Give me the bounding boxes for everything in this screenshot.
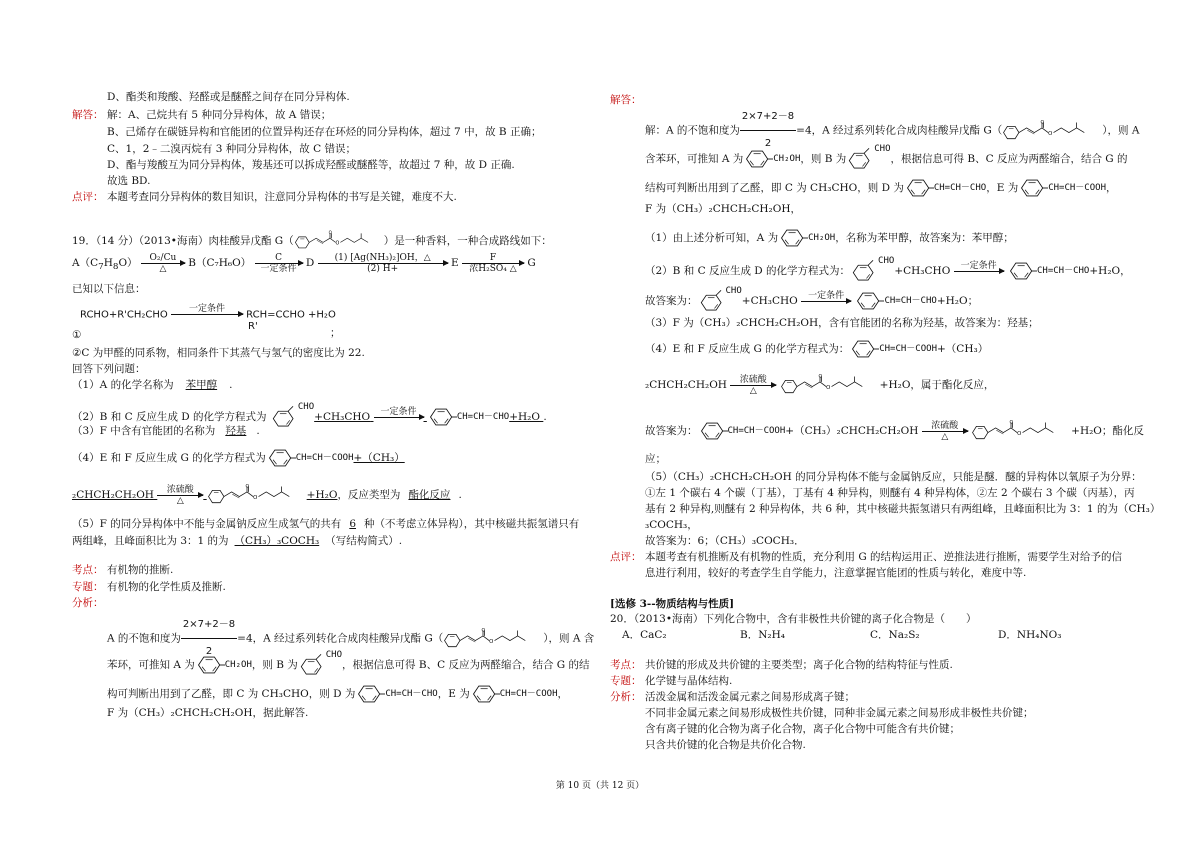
r1-text-2: =4，A 经过系列转化合成肉桂酸异戊酯 G（ [796,124,1003,137]
ch2oh-label: CH₂OH [224,660,252,670]
p2-arrow-top: 一定条件 [380,406,417,417]
q19-text-2: ）是一种香料，一种合成路线如下： [383,235,552,247]
comment-label: 点评： [610,551,642,563]
chain-label: CH=CH－CHO [933,183,987,193]
r7-text: 故答案为： [645,295,698,307]
benzaldehyde [698,288,742,314]
sol-line-4: F 为（CH₃）₂CHCH₂CH₂OH， [645,203,801,215]
chain-label: CH=CH－CHO [884,296,937,306]
cho-label: CHO [297,402,315,412]
p2-mid: +CH₃CHO [314,411,371,423]
sol-line-2 [645,146,1128,172]
route-g: G [527,257,536,269]
text-line: 解：A、己烷共有 5 种同分异构体，故 A 错误； [107,109,332,121]
benzene-ring-icon [743,149,773,169]
ester-structure-icon [207,484,307,506]
page-footer: 第 10 页（共 12 页） [555,781,645,791]
fenxi-label: 分析： [72,597,104,609]
r6-arrow [954,261,1004,282]
p5-answer: 6 [349,518,356,530]
p4-answer: 酯化反应 [408,489,451,501]
section-title: [选修 3--物质结构与性质] [610,598,735,610]
arrow-4-top: F [489,252,497,263]
p1-end: . [229,379,233,391]
analysis-line-3: 含有离子键的化合物为离子化合物，离子化合物中可能含有共价键； [645,723,960,735]
benzyl-alcohol [195,652,252,678]
route-a-h: H [103,257,113,269]
benzene-ring-icon [427,407,457,427]
r11-arrow: 浓硫酸 △ [922,421,968,442]
r6-arrow-top: 一定条件 [960,260,997,271]
f1-text-3: ），则 A 含 [543,632,595,645]
arrow-3 [318,253,448,274]
ch2oh-label: CH₂OH [808,233,836,243]
r5-text: （1）由上述分析可知，A 为 [645,232,779,244]
arrow-3-top: (1) [Ag(NH₃)₂]OH，△ [334,252,431,263]
text-line: B、己烯存在碳链异构和官能团的位置异构还存在环烃的同分异构体，超过 7 中，故 B 正确； [107,126,542,138]
benzaldehyde [270,404,314,430]
ester-structure-icon [443,628,543,650]
p1-answer: 苯甲醇 [185,379,218,391]
benzaldehyde [298,652,342,678]
benzene-ring-icon [778,228,808,248]
arrow-2-top: C [275,252,282,263]
sol-line-11 [645,418,1144,444]
zhuanti-label: 专题： [610,675,642,687]
cho-label: CHO [325,650,343,660]
p4-type: ，反应类型为 [337,489,401,501]
sol-line-12: 应； [645,453,666,465]
text-line: D、酯类和羧酸、羟醛或是醚醛之间存在同分异构体. [107,91,350,103]
question-20: 20．（2013•海南）下列化合物中，含有非极性共价键的离子化合物是（ ） [610,613,977,625]
chain-label: CH=CH－CHO [1037,266,1090,276]
r11-text: 故答案为： [645,425,698,437]
benzene-ring-icon [470,684,500,704]
benzene-ring-icon [298,652,326,678]
arrow-1-top: O₂/Cu [149,252,177,263]
comment-line-1: 本题考查有机推断及有机物的性质，充分利用 G 的结构运用正、逆推法进行推断，需要学生对给予的信 [645,551,1123,563]
ester-structure-icon [780,374,880,396]
cinnamaldehyde [355,682,437,706]
f2-text-3: ，根据信息可得 B、C 反应为两醛缩合，结合 G 的结 [342,659,590,671]
synthesis-route: $A(C_7H_8O)$ O₂/Cu △ B（C₇H₆O） C 一定条件 D $\frac{\text{(1) [Ag(NH₃)₂]OH，△}}{(2) H+}$ E F 浓H₂SO₄ △ G [72,252,536,274]
arrow-2 [255,253,303,274]
benzene-ring-icon [698,421,728,441]
chain-acid-label: CH=CH－COOH [499,689,558,699]
r2-text-2: ，则 B 为 [800,153,847,165]
known-semicolon: ； [330,327,341,339]
arrow-1 [141,253,185,274]
zhuanti-text: 有机物的化学性质及推断. [107,581,226,593]
chain-acid-label: CH=CH－COOH [1048,183,1106,193]
zhuanti-text: 化学键与晶体结构. [645,675,733,687]
ester-structure-icon [971,420,1071,442]
p5-text-3: 两组峰，且峰面积比为 3：1 的为 [72,535,229,547]
part-4-cont: ₂CHCH₂CH₂OH 浓硫酸 △ +H₂O，反应类型为 酯化反应 . [72,484,462,506]
cinnamic-acid [849,338,937,360]
fraction-den: 2 [205,646,213,657]
r10-arrow: 浓硫酸 △ [730,375,776,396]
part-5 [72,517,579,531]
benzene-ring-icon [270,404,298,430]
part-5-cont [72,534,402,548]
r6-end: +H₂O， [1089,265,1131,277]
chain-label: CH=CH－CHO [385,689,438,699]
r11-arrow-top: 浓硫酸 [931,420,959,431]
benzene-ring-icon [266,448,296,468]
route-e: E [450,257,459,269]
analysis-line-3: 构可判断出用到了乙醛，即 C 为 CH₃CHO，则 D 为 CH=CH－CHO ，E 为 CH=CH－COOH ， [107,682,568,706]
benzene-ring-icon [355,684,385,704]
r9-mid: +（CH₃） [937,343,989,355]
benzene-ring-icon [850,258,878,284]
p4-text: （4）E 和 F 反应生成 G 的化学方程式为 [72,452,266,464]
route-a: A（C [72,257,99,269]
cinnamic-acid [698,418,786,444]
arrow-4 [462,253,524,274]
cinnamaldehyde [1007,258,1089,284]
r10-text: ₂CHCH₂CH₂OH [645,379,727,391]
q19-text: 19．（14 分）（2013•海南）肉桂酸异戊酯 G（ [72,235,294,247]
known-arrow [171,304,243,325]
sol-line-13: （5）（CH₃）₂CHCH₂CH₂OH 的同分异构体不能与金属钠反应，只能是醚．醚的异构体以氧原子为分界： [645,471,1142,483]
fenxi-label: 分析： [610,691,642,703]
fraction-num: 2×7+2－8 [740,104,796,131]
sol-line-17: 故答案为：6；（CH₃）₃COCH₃． [645,535,805,547]
sol-line-3: 结构可判断出用到了乙醛，即 C 为 CH₃CHO，则 D 为 CH=CH－CHO ，E 为 CH=CH－COOH ， [645,176,1117,200]
p3-text: （3）F 中含有官能团的名称为 [72,425,216,437]
arrow-4-bottom: 浓H₂SO₄ △ [469,263,517,274]
benzyl-alcohol [778,226,835,250]
known-info: 已知以下信息： [72,283,146,295]
analysis-line-4: 只含共价键的化合物是共价化合物. [645,739,806,751]
known-2: ②C 为甲醛的同系物，相同条件下其蒸气与氢气的密度比为 22. [72,347,365,359]
sol-line-8: （3）F 为（CH₃）₂CHCH₂CH₂OH，含有官能团的名称为羟基，故答案为：羟基； [645,317,1039,329]
route-b: B（C₇H₆O） [188,257,252,269]
r9-text: （4）E 和 F 反应生成 G 的化学方程式为： [645,343,850,355]
r2-text: 含苯环，可推知 A 为 [645,153,744,165]
part-3: （3）F 中含有官能团的名称为 羟基 . [72,425,260,437]
benzene-ring-icon [1018,178,1048,198]
benzene-ring-icon [849,339,879,359]
zhuanti-label: 专题： [72,581,104,593]
sol-line-14: ①左 1 个碳右 4 个碳（丁基），丁基有 4 种异构，则醚有 4 种异构体，②左 2 个碳右 3 个碳（丙基），丙 [645,487,1135,499]
p4-arrow-top: 浓硫酸 [166,484,194,495]
option-c: C．Na₂S₂ [870,629,920,641]
r7-arrow-top: 一定条件 [808,290,845,301]
ester-structure-icon [1002,120,1102,142]
r5-text-2: ，名称为苯甲醇，故答案为：苯甲醇； [835,232,1014,244]
part-1 [72,378,232,392]
question-19 [72,230,552,252]
benzyl-alcohol [743,146,800,172]
chain-acid-label: CH=CH－COOH [727,426,786,436]
p2-text: （2）B 和 C 反应生成 D 的化学方程式为 [72,411,267,423]
fraction-den: 2 [764,138,772,149]
route-a-o: O） [118,257,138,269]
r7-mid: +CH₃CHO [741,295,798,307]
p4-f: ₂CHCH₂CH₂OH [72,489,154,501]
sol-line-6 [645,258,1131,284]
cinnamaldehyde [904,176,986,200]
benzene-ring-icon [195,655,225,675]
r10-arrow-top: 浓硫酸 [739,374,767,385]
part-4 [72,448,405,468]
sol-line-10 [645,372,994,398]
cho-label: CHO [874,144,891,154]
sol-line-5 [645,226,1014,250]
text-line: 故选 BD. [107,175,151,187]
cinnamic-acid [266,448,354,468]
option-b: B．N₂H₄ [740,629,785,641]
benzene-ring-icon [846,146,874,172]
p5-answer-2: （CH₃）₃COCH₃ [234,535,320,547]
r7-arrow [801,291,851,312]
r11-mid: +（CH₃）₂CHCH₂CH₂OH [785,425,919,437]
option-d: D．NH₄NO₃ [998,629,1062,641]
known-reaction [80,304,336,325]
p2-end: +H₂O [509,411,540,423]
r3-text: 结构可判断出用到了乙醛，即 C 为 CH₃CHO，则 D 为 [645,182,904,194]
f3-text: 构可判断出用到了乙醛，即 C 为 CH₃CHO，则 D 为 [107,688,356,700]
kaodian-text: 共价键的形成及共价键的主要类型；离子化合物的结构特征与性质. [645,659,953,671]
cinnamic-acid [1018,176,1106,200]
p4-h2o: +H₂O [306,489,338,501]
p3-answer: 羟基 [225,425,247,437]
sol-line-7 [645,288,978,314]
chain-acid-label: CH=CH－COOH [295,453,354,463]
analysis-line-2: 不同非金属元素之间易形成极性共价键，同种非金属元素之间易形成非极性共价键； [645,707,1034,719]
arrow-3-bottom: (2) H+ [367,263,399,274]
r6-text: （2）B 和 C 反应生成 D 的化学方程式为： [645,265,851,277]
known-arrow-top: 一定条件 [188,304,225,314]
benzene-ring-icon [854,291,884,311]
ester-structure-icon [294,230,384,252]
r7-end: +H₂O； [936,295,979,307]
cinnamaldehyde [427,407,509,427]
chain-label: CH=CH－CHO [456,412,510,422]
text-line: C、1，2﹣二溴丙烷有 3 种同分异构体，故 C 错误； [107,143,356,155]
analysis-line-1: 活泼金属和活泼金属元素之间易形成离子键； [645,691,855,703]
chain-acid-label: CH=CH－COOH [879,344,937,354]
answer-label: 解答： [610,94,642,106]
r3-text-2: ，E 为 [986,182,1019,194]
sol-line-16: ₃COCH₃， [645,519,698,531]
p5-text-4: （写结构简式）. [325,535,403,547]
sol-line-9 [645,338,988,360]
p2-arrow [374,407,424,428]
comment-line-2: 息进行利用，较好的考查学生自学能力，注意掌握官能团的性质与转化，难度中等. [645,567,1027,579]
cho-label: CHO [878,256,895,266]
benzene-ring-icon [904,178,934,198]
r2-text-3: ，根据信息可得 B、C 反应为两醛缩合，结合 G 的 [890,153,1128,165]
fraction-num: 2×7+2－8 [181,612,237,639]
comment-label: 点评： [72,191,104,203]
known-r-prime: R' [248,321,258,332]
known-rxn-left: RCHO+R'CH₂CHO [80,309,168,321]
analysis-line-2 [107,652,590,678]
r6-mid: +CH₃CHO [894,265,951,277]
f2-text: 苯环，可推知 A 为 [107,659,195,671]
p5-text-2: 种（不考虑立体异构），其中核磁共振氢谱只有 [364,518,580,530]
benzaldehyde [846,146,890,172]
answer-label: 解答： [72,109,104,121]
r1-text-3: ），则 A [1102,124,1140,137]
r1-text: 解：A 的不饱和度为 [645,124,740,137]
kaodian-text: 有机物的推断. [107,564,174,576]
text-line: D、酯与羧酸互为同分异构体，羧基还可以拆成羟醛或醚醛等，故超过 7 种，故 D 正确. [107,159,515,171]
p4-mid: +（CH₃） [353,452,405,464]
cinnamaldehyde [854,288,936,314]
ch2oh-label: CH₂OH [773,154,801,164]
p1-text: （1）A 的化学名称为 [72,379,174,391]
p4-arrow: 浓硫酸 △ [157,485,203,506]
text-line: 本题考查同分异构体的数目知识，注意同分异构体的书写是关键，难度不大. [107,191,457,203]
cho-label: CHO [725,286,742,296]
route-d: D [305,257,315,269]
part-2: （2）B 和 C 反应生成 D 的化学方程式为 CHO +CH₃CHO 一定条件 CH=CH－CHO +H₂O . [72,404,547,430]
f1-text-2: =4，A 经过系列转化合成肉桂酸异戊酯 G（ [237,632,444,645]
cinnamic-acid [470,682,558,706]
known-num: ① [72,329,82,341]
r10-end: +H₂O，属于酯化反应， [879,379,995,391]
sol-line-15: 基有 2 种异构,则醚有 2 种异构体，共 6 种，其中核磁共振氢谱只有两组峰，且峰面积比为 3：1 的为（CH₃） [645,503,1161,515]
benzaldehyde [850,258,894,284]
r11-end: +H₂O；酯化反 [1071,425,1144,437]
ask-text: 回答下列问题： [72,363,146,375]
kaodian-label: 考点： [610,659,642,671]
f2-text-2: ，则 B 为 [251,659,298,671]
arrow-2-bottom: 一定条件 [260,263,297,274]
option-a: A．CaC₂ [622,629,667,641]
arrow-1-bottom: △ [159,263,167,274]
analysis-line-4: F 为（CH₃）₂CHCH₂CH₂OH，据此解答. [107,707,309,719]
known-rxn-right: RCH=CCHO +H₂O [246,309,336,321]
kaodian-label: 考点： [72,564,104,576]
f1-text: A 的不饱和度为 [107,632,181,645]
f3-text-2: ，E 为 [437,688,470,700]
p5-text: （5）F 的同分异构体中不能与金属钠反应生成氢气的共有 [72,518,342,530]
benzene-ring-icon [698,288,726,314]
benzene-ring-icon [1007,261,1037,281]
